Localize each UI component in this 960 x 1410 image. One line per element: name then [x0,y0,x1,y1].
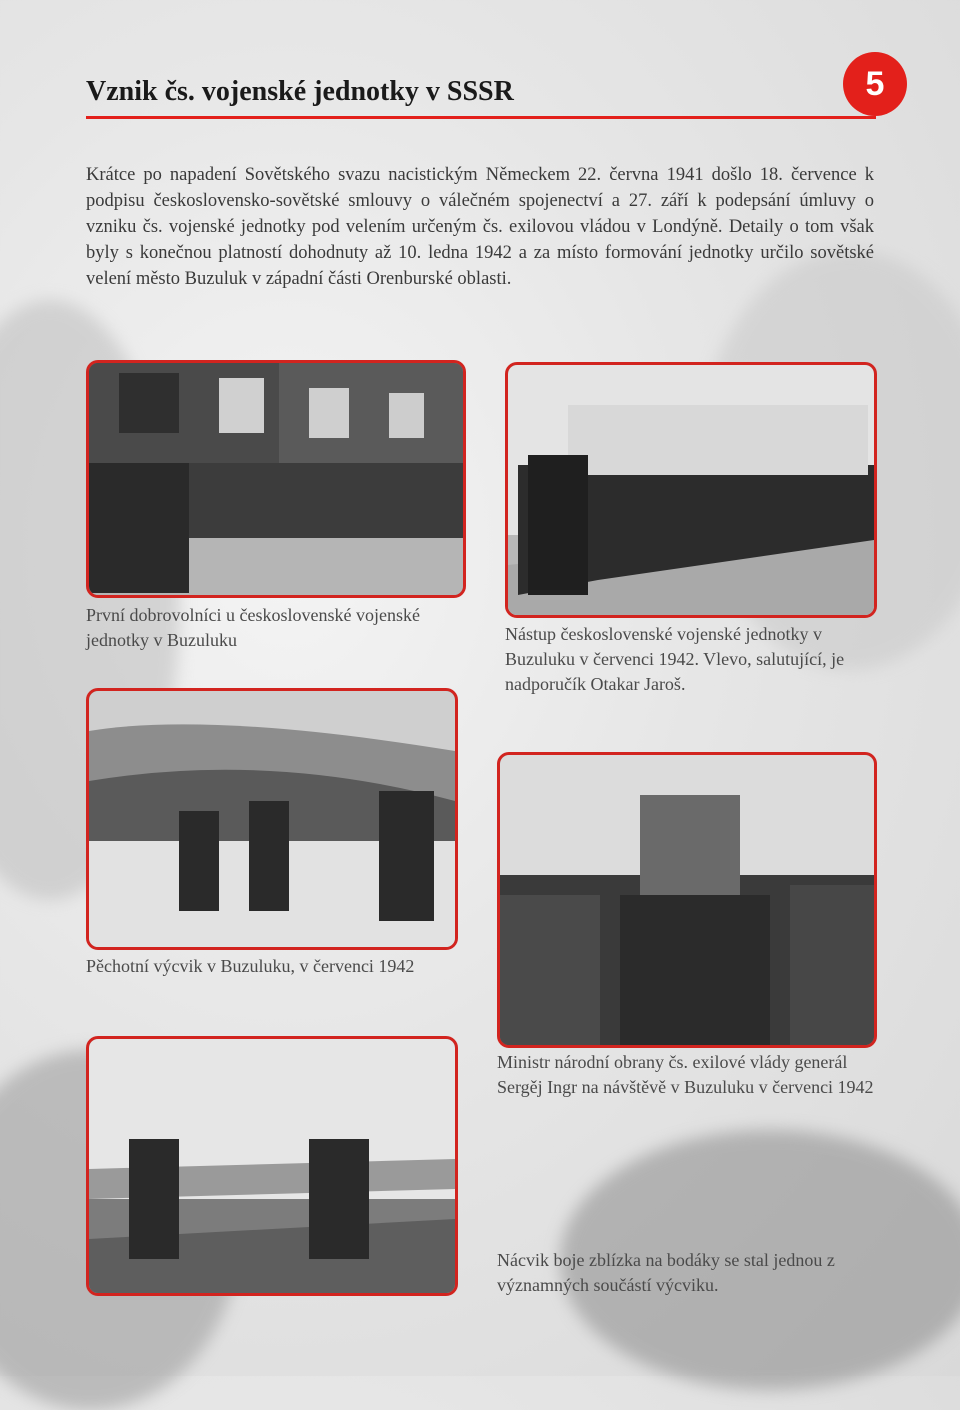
photo-bayonet-image [89,1039,455,1293]
caption-general: Ministr národní obrany čs. exilové vlády generál Sergěj Ingr na návštěvě v Buzuluku v červenci 1942 [497,1052,874,1097]
photo-parade [505,362,877,618]
photo-infantry-image [89,691,455,947]
caption-volunteers: První dobrovolníci u československé vojenské jednotky v Buzuluku [86,605,420,650]
photo-bayonet [86,1036,458,1296]
caption-infantry: Pěchotní výcvik v Buzuluku, v červenci 1942 [86,956,415,976]
caption-parade: Nástup československé vojenské jednotky v Buzuluku v červenci 1942. Vlevo, salutující, je nadporučík Otakar Jaroš. [505,624,845,694]
page-title: Vznik čs. vojenské jednotky v SSSR [86,76,514,107]
intro-paragraph: Krátce po napadení Sovětského svazu nacistickým Německem 22. června 1941 došlo 18. července k podpisu československo-sovětské smlouvy o válečném spojenectví a 27. září k podepsání úmluvy o vzniku čs. vojenské jednotky pod velením určeným čs. exilovou vládou v Londýně. Detaily o tom však byly s konečnou platností dohodnuty až 10. ledna 1942 a za místo formování jednotky určilo sovětské velení město Buzuluk v západní části Orenburské oblasti. [86,165,874,289]
photo-general-image [500,755,874,1045]
title-underline [86,116,876,119]
caption-bayonet: Nácvik boje zblízka na bodáky se stal jednou z významných součástí výcviku. [497,1250,835,1295]
photo-general [497,752,877,1048]
photo-volunteers [86,360,466,598]
photo-parade-image [508,365,874,615]
photo-infantry [86,688,458,950]
photo-volunteers-image [89,363,463,595]
page-number-badge: 5 [843,52,907,116]
